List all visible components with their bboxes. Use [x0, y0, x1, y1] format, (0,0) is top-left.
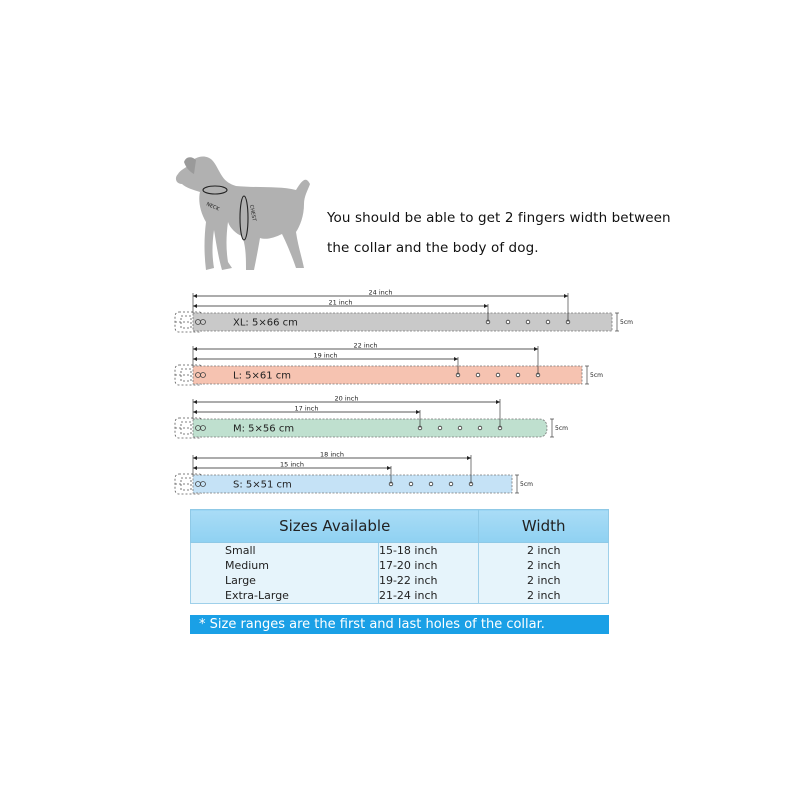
table-row — [191, 573, 609, 588]
last-hole-dimension-arrow-start — [193, 347, 197, 351]
collar-hole — [476, 373, 480, 377]
collar-size-label: S: 5×51 cm — [233, 479, 292, 491]
collar-hole — [449, 482, 453, 486]
first-hole-length-label: 15 inch — [280, 460, 304, 469]
collar-width-label: 5cm — [620, 319, 633, 326]
last-hole-dimension-arrow-start — [193, 456, 197, 460]
size-name: Extra-Large — [191, 588, 379, 604]
collar-buckle-frame — [181, 316, 191, 328]
table-row — [191, 558, 609, 573]
first-hole-length-label: 19 inch — [313, 351, 338, 360]
first-hole-dimension-arrow-end — [387, 466, 391, 470]
collar-hole — [458, 426, 462, 430]
size-name: Small — [191, 543, 379, 559]
last-hole-length-label: 18 inch — [320, 450, 344, 459]
size-range: 19-22 inch — [378, 573, 478, 588]
first-hole-dimension-arrow-start — [193, 466, 197, 470]
first-hole-dimension-arrow-end — [416, 410, 420, 414]
neck-label: NECK — [205, 201, 221, 213]
size-name: Medium — [191, 558, 379, 573]
header-sizes-available: Sizes Available — [191, 510, 479, 543]
size-width: 2 inch — [479, 558, 609, 573]
first-hole-dimension-arrow-end — [484, 304, 488, 308]
collar-buckle-frame — [181, 478, 191, 490]
last-hole-dimension-arrow-start — [193, 294, 197, 298]
last-hole-dimension-arrow-end — [467, 456, 471, 460]
last-hole-dimension-arrow-end — [496, 400, 500, 404]
size-range-footnote: * Size ranges are the first and last holes of the collar. — [190, 615, 609, 634]
last-hole-length-label: 20 inch — [334, 394, 359, 403]
collar-hole — [516, 373, 520, 377]
first-hole-length-label: 21 inch — [328, 298, 353, 307]
chest-label: CHEST — [248, 204, 257, 222]
table-row — [191, 543, 609, 559]
table-header-row — [191, 510, 609, 543]
first-hole-dimension-arrow-end — [454, 357, 458, 361]
size-range: 15-18 inch — [378, 543, 478, 559]
collar-hole — [526, 320, 530, 324]
size-width: 2 inch — [479, 543, 609, 559]
collar-size-label: L: 5×61 cm — [233, 370, 292, 382]
last-hole-dimension-arrow-start — [193, 400, 197, 404]
table-row — [191, 588, 609, 604]
collar-hole — [506, 320, 510, 324]
size-table — [190, 509, 609, 604]
collar-size-label: M: 5×56 cm — [233, 423, 295, 435]
first-hole-dimension-arrow-start — [193, 304, 197, 308]
first-hole-length-label: 17 inch — [294, 404, 319, 413]
size-range: 21-24 inch — [378, 588, 478, 604]
collar-hole — [478, 426, 482, 430]
collar-hole — [429, 482, 433, 486]
size-name: Large — [191, 573, 379, 588]
fit-note-line-1: You should be able to get 2 fingers width between — [327, 210, 671, 226]
last-hole-dimension-arrow-end — [564, 294, 568, 298]
first-hole-dimension-arrow-start — [193, 357, 197, 361]
size-width: 2 inch — [479, 588, 609, 604]
last-hole-length-label: 24 inch — [368, 288, 393, 297]
header-width: Width — [479, 510, 609, 543]
collar-buckle-frame — [181, 369, 191, 381]
collar-buckle-frame — [181, 422, 191, 434]
collar-hole — [438, 426, 442, 430]
collar-hole — [546, 320, 550, 324]
collar-size-label: XL: 5×66 cm — [233, 317, 298, 329]
collar-hole — [409, 482, 413, 486]
size-width: 2 inch — [479, 573, 609, 588]
size-range: 17-20 inch — [378, 558, 478, 573]
fit-note-line-2: the collar and the body of dog. — [327, 240, 539, 256]
collar-width-label: 5cm — [590, 372, 603, 379]
collar-hole — [496, 373, 500, 377]
last-hole-dimension-arrow-end — [534, 347, 538, 351]
first-hole-dimension-arrow-start — [193, 410, 197, 414]
collar-width-label: 5cm — [555, 425, 568, 432]
last-hole-length-label: 22 inch — [353, 341, 378, 350]
collar-width-label: 5cm — [520, 481, 533, 488]
